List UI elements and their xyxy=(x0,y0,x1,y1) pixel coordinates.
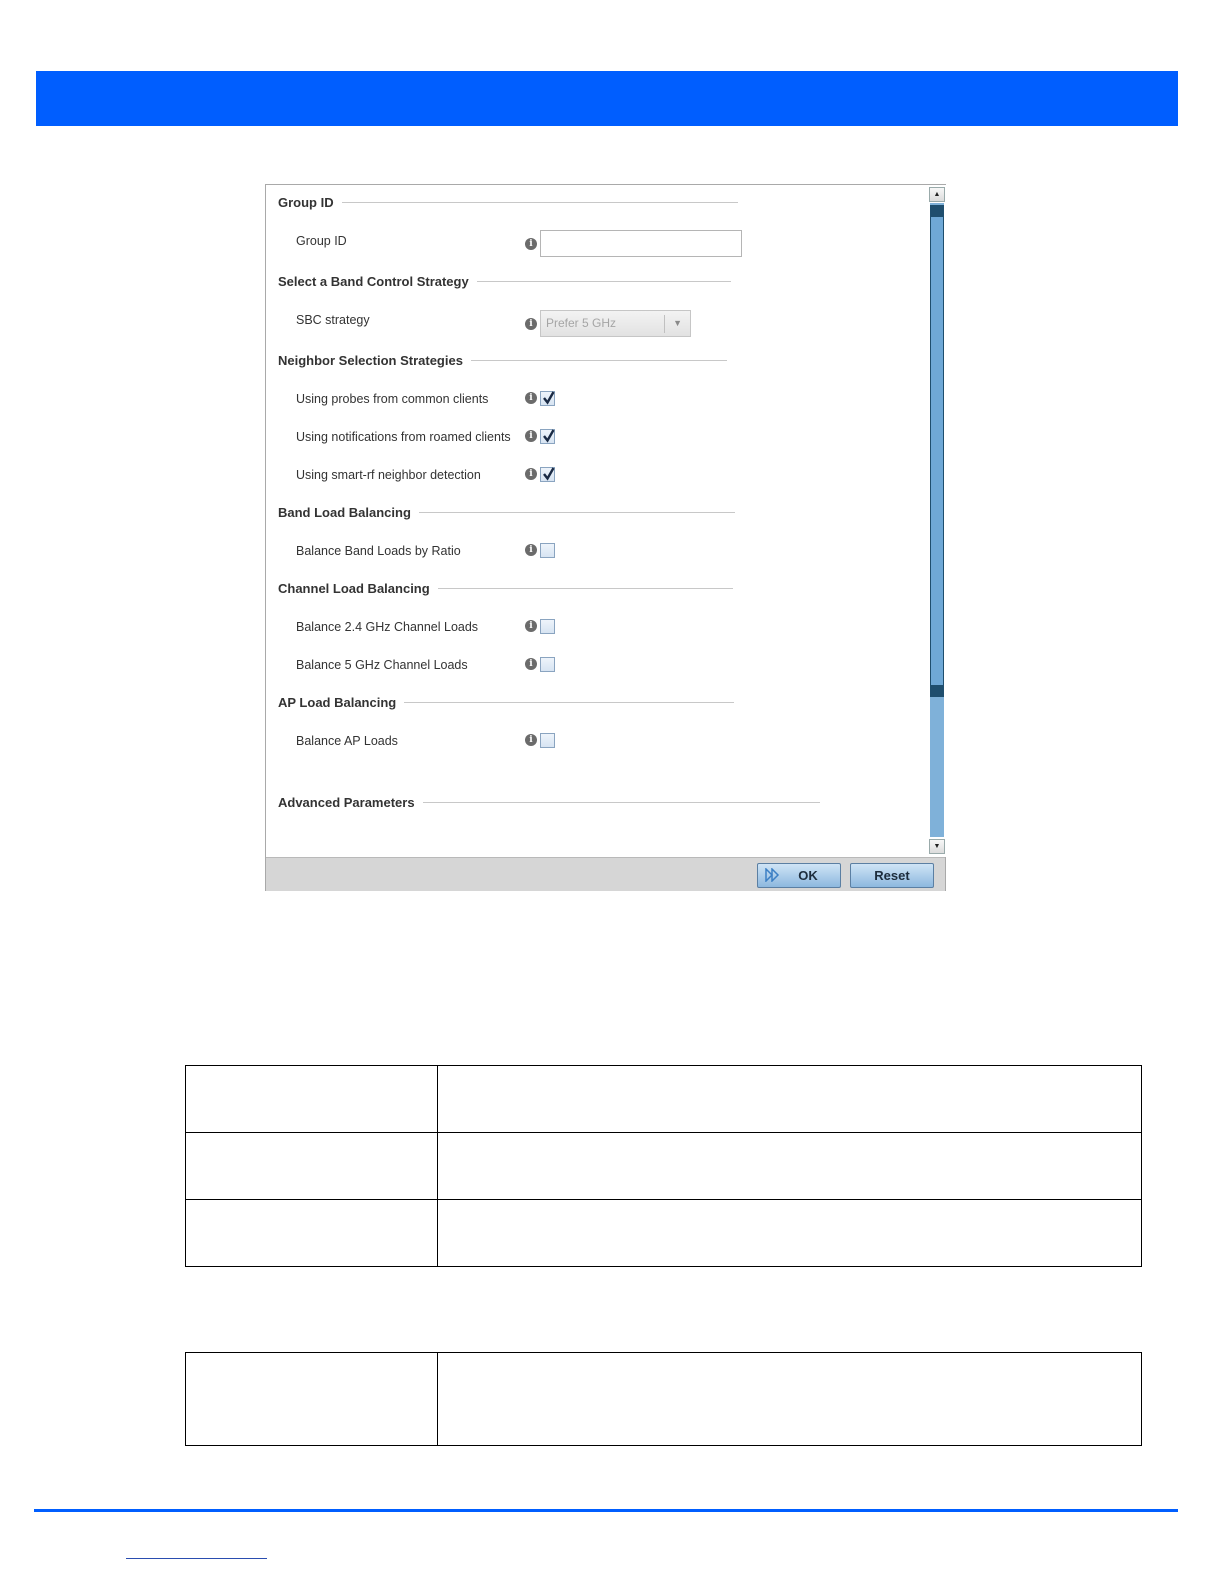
table-row xyxy=(186,1133,1142,1200)
footer-rule xyxy=(34,1509,1178,1512)
notifications-checkbox[interactable] xyxy=(540,429,555,444)
section-title: Band Load Balancing xyxy=(278,505,411,520)
section-divider xyxy=(471,360,727,361)
info-icon[interactable]: i xyxy=(525,392,537,404)
table-cell xyxy=(438,1133,1142,1200)
info-icon[interactable]: i xyxy=(525,430,537,442)
band-ratio-label: Balance Band Loads by Ratio xyxy=(296,544,461,558)
parameter-table-2 xyxy=(185,1352,1142,1446)
section-divider xyxy=(419,512,735,513)
info-icon[interactable]: i xyxy=(525,318,537,330)
dialog-footer xyxy=(266,857,945,891)
section-divider xyxy=(438,588,733,589)
table-cell xyxy=(438,1353,1142,1446)
header-bar xyxy=(36,71,1178,126)
band-ratio-checkbox[interactable] xyxy=(540,543,555,558)
section-group-id xyxy=(278,195,738,210)
dialog-body xyxy=(266,185,926,857)
section-divider xyxy=(423,802,820,803)
section-divider xyxy=(342,202,738,203)
ch5-checkbox[interactable] xyxy=(540,657,555,672)
chevron-down-icon[interactable]: ▼ xyxy=(673,318,682,328)
info-icon[interactable]: i xyxy=(525,238,537,250)
smart-rf-checkbox[interactable] xyxy=(540,467,555,482)
ok-label: OK xyxy=(798,868,818,883)
section-divider xyxy=(404,702,734,703)
table-row xyxy=(186,1353,1142,1446)
notifications-label: Using notifications from roamed clients xyxy=(296,430,511,444)
probes-checkbox[interactable] xyxy=(540,391,555,406)
sbc-strategy-value: Prefer 5 GHz xyxy=(546,316,617,330)
info-icon[interactable]: i xyxy=(525,620,537,632)
info-icon[interactable]: i xyxy=(525,468,537,480)
checkmark-icon xyxy=(541,466,556,482)
smart-rf-label: Using smart-rf neighbor detection xyxy=(296,468,481,482)
section-divider xyxy=(477,281,731,282)
table-cell xyxy=(186,1066,438,1133)
info-icon[interactable]: i xyxy=(525,658,537,670)
section-advanced[interactable] xyxy=(278,795,820,810)
table-cell xyxy=(186,1133,438,1200)
select-divider xyxy=(664,315,665,333)
ch24-label: Balance 2.4 GHz Channel Loads xyxy=(296,620,479,634)
scroll-up-icon[interactable]: ▲ xyxy=(929,187,945,202)
table-cell xyxy=(186,1353,438,1446)
section-title: Group ID xyxy=(278,195,334,210)
sbc-strategy-label: SBC strategy xyxy=(296,313,370,327)
sbc-strategy-select[interactable] xyxy=(540,310,691,337)
scroll-down-icon[interactable]: ▼ xyxy=(929,839,945,854)
section-title: Advanced Parameters xyxy=(278,795,415,810)
ch5-label: Balance 5 GHz Channel Loads xyxy=(296,658,468,672)
section-title: AP Load Balancing xyxy=(278,695,397,710)
group-id-label: Group ID xyxy=(296,234,347,248)
double-arrow-icon xyxy=(765,868,781,882)
info-icon[interactable]: i xyxy=(525,544,537,556)
ap-loads-checkbox[interactable] xyxy=(540,733,555,748)
ap-loads-label: Balance AP Loads xyxy=(296,734,398,748)
probes-label: Using probes from common clients xyxy=(296,392,489,406)
reset-button[interactable]: Reset xyxy=(850,863,934,888)
section-channel-load xyxy=(278,581,733,596)
info-icon[interactable]: i xyxy=(525,734,537,746)
table-cell xyxy=(438,1066,1142,1133)
scroll-thumb[interactable] xyxy=(930,205,944,697)
table-row xyxy=(186,1066,1142,1133)
table-row xyxy=(186,1200,1142,1267)
section-ap-load xyxy=(278,695,734,710)
ch24-checkbox[interactable] xyxy=(540,619,555,634)
ok-button[interactable] xyxy=(757,863,841,888)
section-band-load xyxy=(278,505,735,520)
section-neighbor-selection xyxy=(278,353,727,368)
checkmark-icon xyxy=(541,428,556,444)
group-id-input[interactable] xyxy=(540,230,742,257)
footer-link-underline xyxy=(126,1558,267,1559)
checkmark-icon xyxy=(541,390,556,406)
section-title: Select a Band Control Strategy xyxy=(278,274,469,289)
vertical-scrollbar[interactable] xyxy=(928,185,946,857)
section-band-control xyxy=(278,274,731,289)
table-cell xyxy=(438,1200,1142,1267)
parameter-table-1 xyxy=(185,1065,1142,1267)
section-title: Neighbor Selection Strategies xyxy=(278,353,463,368)
section-title: Channel Load Balancing xyxy=(278,581,430,596)
load-balancing-dialog xyxy=(265,184,946,891)
table-cell xyxy=(186,1200,438,1267)
